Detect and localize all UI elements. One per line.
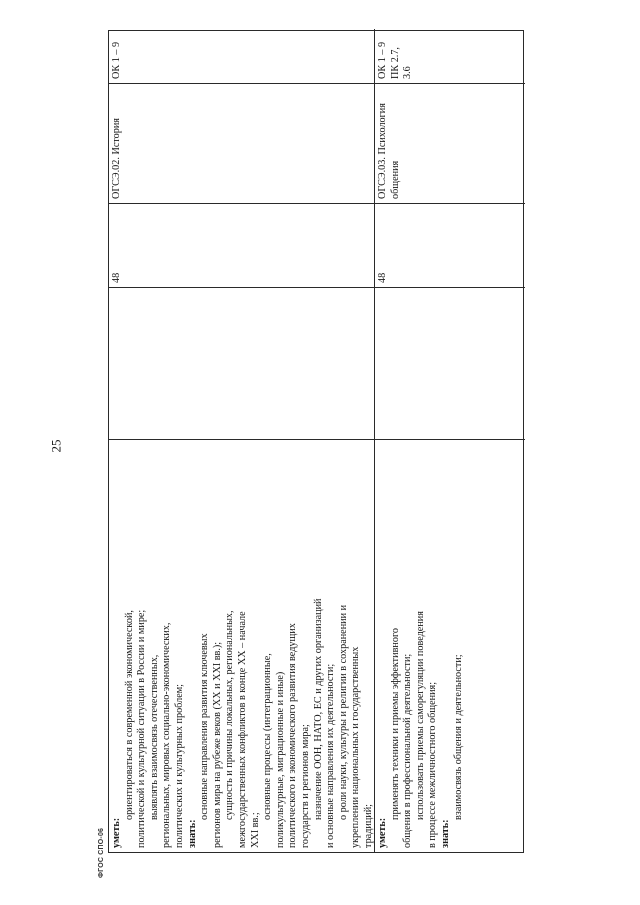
row-2-max-hours-cell [375,287,525,439]
section-heading: знать: [186,819,198,848]
content-line: основные направления развития ключевых [199,633,211,820]
row-1-discipline: ОГСЭ.02. История [109,83,374,203]
content-line: сущность и причины локальных, региональных, [224,610,236,820]
content-line: и основные направления их деятельности; [325,663,337,848]
row-2-discipline: ОГСЭ.03. Психология общения [375,83,525,203]
content-line: выявлять взаимосвязь отечественных, [148,654,160,820]
row-1-hours-cell: 48 [109,203,375,287]
content-line: взаимосвязь общения и деятельности; [452,654,464,820]
content-line: назначение ООН, НАТО, ЕС и других организаций [312,598,324,820]
row-1-content-cell [109,439,375,852]
content-line: использовать приемы саморегуляции поведения [414,611,426,820]
content-line: регионов мира на рубеже веков (XX и XXI вв.); [211,641,223,848]
content-line: межгосударственных конфликтов в конце XX – начале [236,611,248,848]
row-2-content-cell [375,439,525,852]
curriculum-table [108,30,524,853]
curriculum-table-wrap [108,37,524,853]
row-2-competencies: ОК 1 – 9 ПК 2.7, 3.6 [377,41,414,79]
content-line: в процессе межличностного общения; [427,681,439,848]
content-line: XXI вв.; [249,812,261,848]
section-heading: знать: [439,819,451,848]
content-line: поликультурные, миграционные и иные) [274,671,286,848]
content-line: традиций; [362,803,374,848]
row-2-hours-cell: 48 [375,203,525,287]
content-line: общения в профессиональной деятельности; [402,653,414,848]
content-line: политического и экономического развития ведущих [287,623,299,848]
section-heading: уметь: [111,817,122,848]
row-1-max-hours-cell [109,287,375,439]
row-1-discipline-cell [109,29,375,203]
content-line: ориентироваться в современной экономической, [123,610,135,820]
content-line: применять техники и приемы эффективного [389,628,401,820]
content-line: региональных, мировых социально-экономических, [161,622,173,848]
page-number: 25 [48,439,64,453]
content-line: о роли науки, культуры и религии в сохранении и [337,604,349,820]
row-1-competencies: ОК 1 – 9 [111,41,122,79]
content-line: государств и регионов мира; [299,724,311,848]
footer-standard-code: ФГОС СПО-06 [98,827,105,878]
section-heading: уметь: [377,817,388,848]
content-line: укреплении национальных и государственных [350,646,362,848]
row-2-discipline-cell [375,29,525,203]
content-line: политической и культурной ситуации в России и мире; [136,609,148,848]
content-line: основные процессы (интеграционные, [262,653,274,820]
content-line: политических и культурных проблем; [173,684,185,848]
